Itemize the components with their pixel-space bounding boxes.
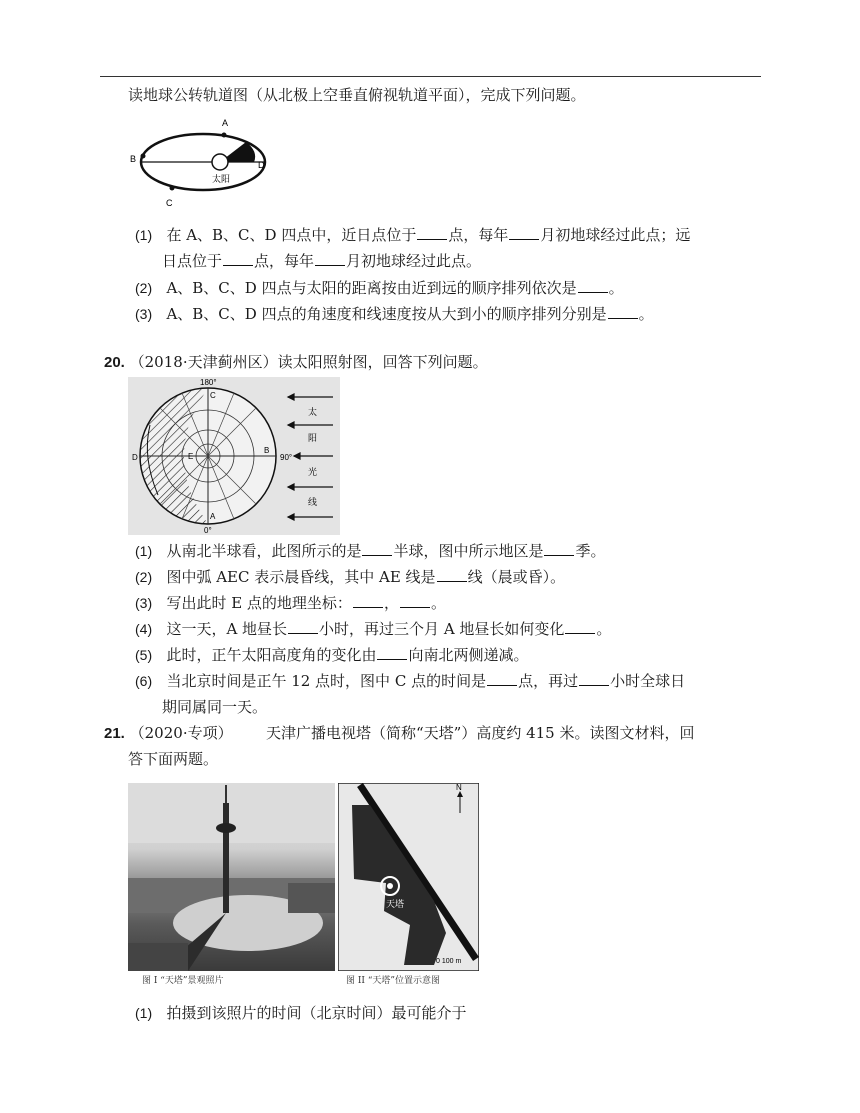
orbit-label-c: C	[166, 198, 173, 208]
orbit-label-b: B	[130, 154, 137, 164]
q19-item-2: (2) A、B、C、D 四点与太阳的距离按由近到远的顺序排列依次是 。	[135, 279, 624, 297]
sunlight-char-1: 太	[308, 408, 318, 418]
q21-stem-line2: 答下面两题。	[128, 750, 219, 768]
sun-label: 太阳	[212, 175, 231, 185]
fig1-caption: 图 I “天塔”景观照片	[142, 976, 224, 986]
q20-item-2: (2) 图中弧 AEC 表示晨昏线，其中 AE 线是 线（晨或昏）。	[135, 568, 566, 586]
header-rule	[100, 76, 761, 77]
point-d: D	[132, 453, 138, 462]
sunlight-char-2: 阳	[308, 434, 318, 444]
sunlight-char-3: 光	[308, 468, 318, 478]
tower-shaft	[223, 803, 229, 913]
right-degree-label: 90°	[280, 453, 293, 462]
sunlight-figure	[128, 377, 340, 535]
q19-item-1-line1: (1) 在 A、B、C、D 四点中，近日点位于 点，每年 月初地球经过此点；远	[135, 226, 691, 244]
point-a: A	[210, 512, 216, 521]
intro-text: 读地球公转轨道图（从北极上空垂直俯视轨道平面），完成下列问题。	[128, 86, 586, 104]
orbit-label-d: D	[258, 160, 265, 170]
sunlight-char-4: 线	[308, 498, 318, 508]
point-b: B	[264, 446, 270, 455]
q20-item-6-line1: (6) 当北京时间是正午 12 点时，图中 C 点的时间是 点，再过 小时全球日	[135, 672, 686, 690]
fig2-caption: 图 II “天塔”位置示意图	[346, 976, 441, 986]
q19-item-1-line2: 日点位于 点，每年 月初地球经过此点。	[162, 252, 482, 270]
q20-item-1: (1) 从南北半球看，此图所示的是 半球，图中所示地区是 季。	[135, 542, 606, 560]
q21-item-1: (1) 拍摄到该照片的时间（北京时间）最可能介于	[135, 1004, 467, 1022]
bottom-degree-label: 0°	[204, 526, 212, 535]
scale-bar-label: 0 100 m	[436, 958, 462, 965]
point-c: C	[210, 391, 216, 400]
tower-photo	[128, 783, 335, 971]
q19-item-3: (3) A、B、C、D 四点的角速度和线速度按从大到小的顺序排列分别是 。	[135, 305, 654, 323]
sun-circle	[212, 154, 228, 170]
tower-map-label: 天塔	[386, 900, 405, 910]
north-arrow-label: N	[456, 783, 462, 792]
q20-item-3: (3) 写出此时 E 点的地理坐标： ， 。	[135, 594, 446, 612]
q20-header: 20. （2018·天津蓟州区）读太阳照射图，回答下列问题。	[104, 353, 488, 371]
tower-location-map	[338, 783, 479, 971]
q20-item-4: (4) 这一天，A 地昼长 小时，再过三个月 A 地昼长如何变化 。	[135, 620, 612, 638]
point-e: E	[188, 452, 194, 461]
q20-item-5: (5) 此时，正午太阳高度角的变化由 向南北两侧递减。	[135, 646, 529, 664]
orbit-figure	[128, 112, 278, 212]
top-degree-label: 180°	[200, 378, 217, 387]
orbit-label-a: A	[222, 118, 229, 128]
q21-header: 21. （2020·专项） 天津广播电视塔（简称“天塔”）高度约 415 米。读图文材料，回	[104, 724, 695, 742]
q20-item-6-line2: 期同属同一天。	[162, 698, 268, 716]
